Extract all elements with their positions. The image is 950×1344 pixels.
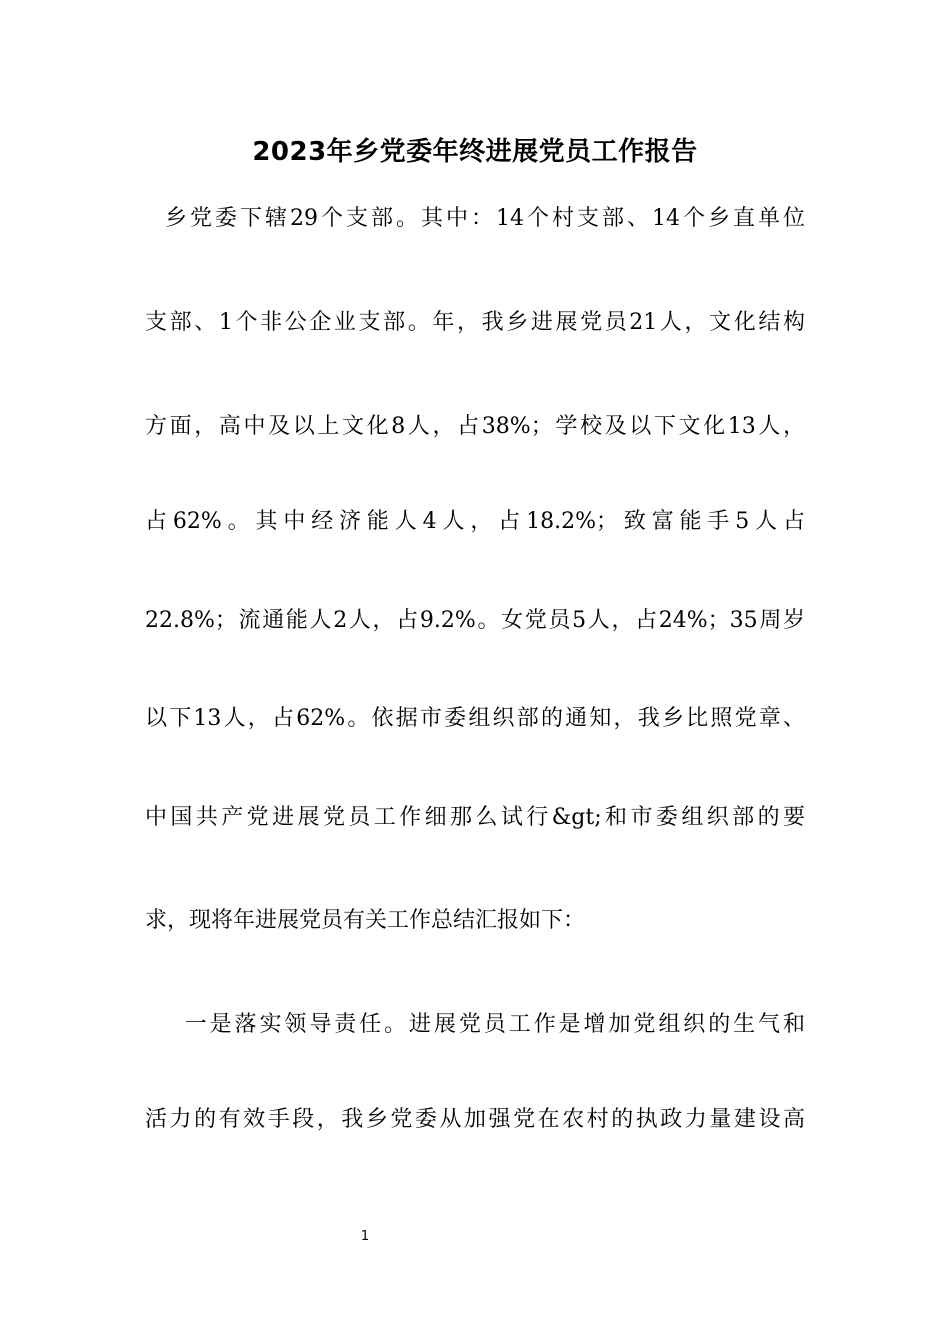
body-line-8: 求，现将年进展党员有关工作总结汇报如下： [145, 908, 586, 933]
body-line-4: 占62%。其中经济能人4人，占18.2%；致富能手5人占 [145, 509, 805, 534]
body-line-6: 以下13人，占62%。依据市委组织部的通知，我乡比照党章、 [145, 706, 805, 731]
body-line-2: 支部、1个非公企业支部。年，我乡进展党员21人，文化结构 [145, 310, 805, 335]
body-line-7: 中国共产党进展党员工作细那么试行&gt;和市委组织部的要 [145, 805, 805, 830]
body-line-9: 一是落实领导责任。进展党员工作是增加党组织的生气和 [145, 1012, 805, 1037]
page-number: 1 [360, 1229, 370, 1244]
body-line-5: 22.8%；流通能人2人，占9.2%。女党员5人，占24%；35周岁 [145, 608, 805, 633]
document-title: 2023年乡党委年终进展党员工作报告 [252, 137, 698, 167]
body-line-1: 乡党委下辖29个支部。其中：14个村支部、14个乡直单位 [145, 206, 805, 231]
body-line-10: 活力的有效手段，我乡党委从加强党在农村的执政力量建设高 [145, 1107, 805, 1132]
body-line-3: 方面，高中及以上文化8人，占38%；学校及以下文化13人， [145, 414, 805, 439]
